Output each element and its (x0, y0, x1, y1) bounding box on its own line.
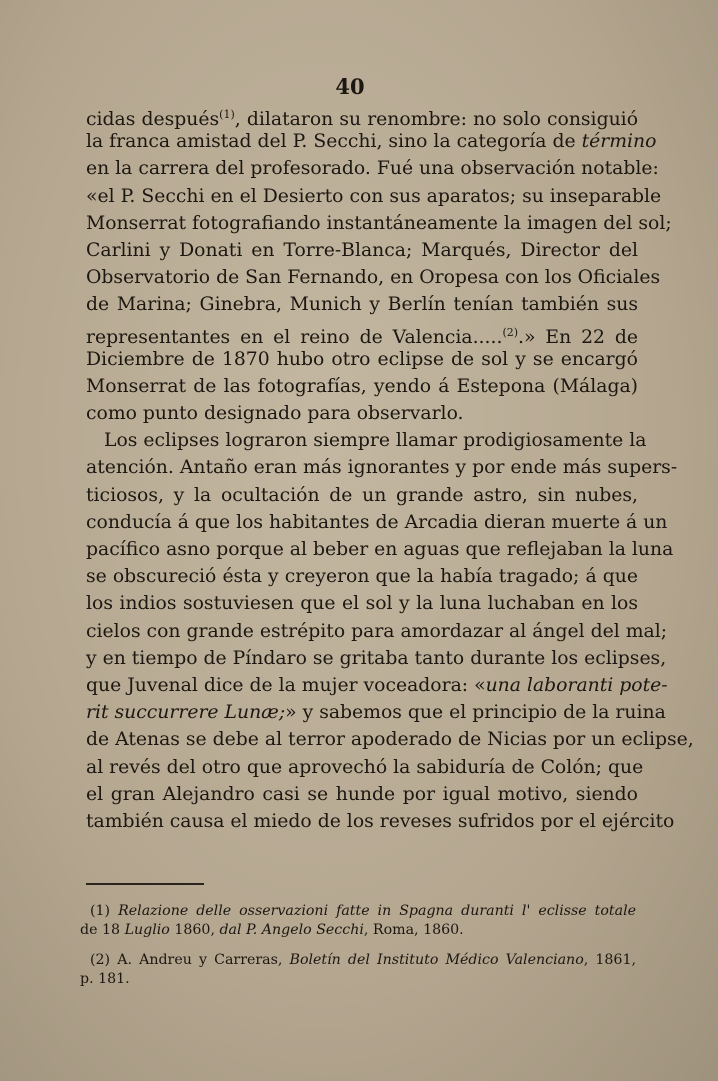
text-line (86, 427, 647, 454)
footnote-line (80, 902, 636, 921)
italic-text: Boletín del Instituto Médico Valenciano (289, 952, 584, 968)
text-line (86, 155, 659, 182)
text-run: de 18 (80, 922, 125, 938)
text-run: la franca amistad del P. Secchi, sino la categoría de (86, 131, 582, 153)
text-run: al revés del otro que aprovechó la sabiduría de Colón; que (86, 756, 644, 778)
text-line (86, 563, 638, 590)
text-run: los indios sostuviesen que el sol y la luna luchaban en los (86, 593, 638, 615)
text-run: , 1861, (583, 952, 636, 968)
text-line (86, 400, 638, 427)
text-run: atención. Antaño eran más ignorantes y por ende más supers- (86, 457, 678, 479)
text-run: 1860, (169, 922, 220, 938)
text-line (86, 183, 662, 210)
footnotes (80, 902, 636, 1000)
italic-text: Relazione delle osservazioni fatte in Spagna duranti l' eclisse totale (118, 903, 637, 919)
footnote (80, 951, 636, 989)
text-run: Los eclipses lograron siempre llamar prodigiosamente la (104, 430, 647, 452)
text-run: conducía á que los habitantes de Arcadia dieran muerte á un (86, 511, 668, 533)
text-run: cielos con grande estrépito para amordazar al ángel del mal; (86, 620, 668, 642)
italic-text: dal P. Angelo Secchi (219, 922, 364, 938)
text-line (86, 237, 638, 264)
footnote-marker[interactable]: (2) (502, 325, 519, 339)
text-line (86, 264, 661, 291)
text-line (86, 319, 638, 346)
footnote-line (80, 970, 636, 989)
text-line (86, 726, 694, 753)
footnote-line (80, 921, 636, 940)
italic-text: Luglio (124, 922, 170, 938)
text-run: .» En 22 de (518, 326, 638, 348)
body-text (86, 101, 694, 835)
text-line (86, 509, 668, 536)
text-run: Monserrat fotografiando instantáneamente la imagen del sol; (86, 212, 672, 234)
text-line (86, 618, 668, 645)
text-line (86, 699, 666, 726)
italic-text: término (581, 131, 657, 153)
text-run: el gran Alejandro casi se hunde por igual motivo, siendo (86, 783, 638, 805)
text-run: Monserrat de las fotografías, yendo á Estepona (Málaga) (86, 375, 638, 397)
text-line (86, 781, 638, 808)
text-line (86, 808, 675, 835)
text-line (86, 645, 667, 672)
text-run: representantes en el reino de Valencia..... (86, 326, 503, 348)
text-line (86, 672, 668, 699)
text-run: , dilataron su renombre: no solo consiguió (234, 109, 638, 130)
text-run: Observatorio de San Fernando, en Oropesa con los Oficiales (86, 267, 661, 289)
text-run: también causa el miedo de los reveses sufridos por el ejército (86, 810, 675, 832)
text-run: p. 181. (80, 971, 130, 987)
text-run: se obscureció ésta y creyeron que la había tragado; á que (86, 566, 638, 588)
text-run: ticiosos, y la ocultación de un grande astro, sin nubes, (86, 484, 638, 506)
text-line (86, 346, 638, 373)
text-run: de Marina; Ginebra, Munich y Berlín tenían también sus (86, 294, 638, 316)
page-number: 40 (335, 74, 365, 99)
text-run: , Roma, 1860. (363, 922, 464, 938)
italic-text: una laboranti pote- (485, 674, 668, 696)
footnote-line (80, 951, 636, 970)
italic-text: rit succurrere Lunæ; (86, 702, 286, 724)
text-line (86, 536, 674, 563)
text-run: cidas después (86, 109, 220, 130)
text-run: Carlini y Donati en Torre-Blanca; Marqués, Director del (86, 239, 638, 261)
text-run: (2) A. Andreu y Carreras, (90, 952, 290, 968)
text-line (86, 373, 638, 400)
text-run: Diciembre de 1870 hubo otro eclipse de sol y se encargó (86, 348, 638, 370)
text-line (86, 590, 638, 617)
footnote-marker[interactable]: (1) (219, 108, 235, 121)
text-line (86, 291, 638, 318)
text-run: en la carrera del profesorado. Fué una observación notable: (86, 158, 659, 180)
text-line (86, 128, 657, 155)
footnote-divider (86, 883, 204, 885)
text-line (86, 754, 644, 781)
footnote (80, 902, 636, 940)
text-run: «el P. Secchi en el Desierto con sus aparatos; su inseparable (86, 185, 662, 207)
text-run: y en tiempo de Píndaro se gritaba tanto durante los eclipses, (86, 647, 667, 669)
text-run: » y sabemos que el principio de la ruina (285, 702, 666, 724)
text-run: de Atenas se debe al terror apoderado de Nicias por un eclipse, (86, 729, 694, 751)
text-line (86, 210, 672, 237)
text-run: como punto designado para observarlo. (86, 403, 464, 425)
text-run: pacífico asno porque al beber en aguas que reflejaban la luna (86, 539, 674, 560)
text-run: (1) (90, 903, 119, 919)
text-line (86, 454, 678, 481)
text-line (86, 101, 638, 128)
text-line (86, 482, 638, 509)
text-run: que Juvenal dice de la mujer voceadora: « (86, 674, 486, 696)
